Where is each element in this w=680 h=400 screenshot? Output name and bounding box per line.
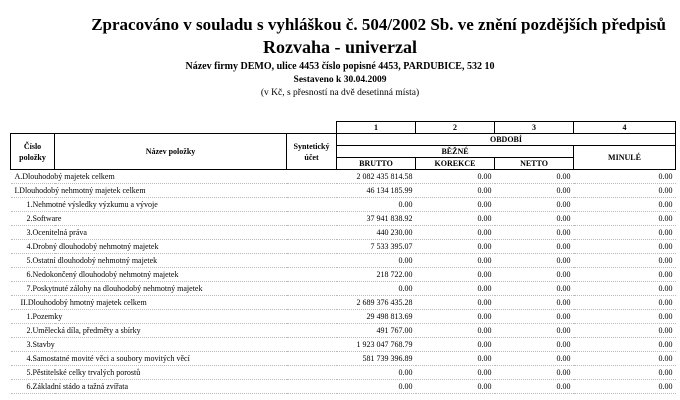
synthetic-account-cell bbox=[287, 296, 337, 310]
item-name-cell: 6.Základní stádo a tažná zvířata bbox=[11, 380, 287, 394]
synthetic-account-cell bbox=[287, 366, 337, 380]
previous-cell: 0.00 bbox=[574, 296, 676, 310]
net-cell: 0.00 bbox=[495, 170, 574, 184]
net-cell: 0.00 bbox=[495, 198, 574, 212]
previous-cell: 0.00 bbox=[574, 198, 676, 212]
correction-cell: 0.00 bbox=[416, 366, 495, 380]
gross-cell: 0.00 bbox=[337, 380, 416, 394]
previous-cell: 0.00 bbox=[574, 352, 676, 366]
table-row bbox=[11, 184, 676, 198]
synthetic-account-cell bbox=[287, 324, 337, 338]
net-cell: 0.00 bbox=[495, 240, 574, 254]
synthetic-account-cell bbox=[287, 226, 337, 240]
correction-cell: 0.00 bbox=[416, 184, 495, 198]
gross-cell: 29 498 813.69 bbox=[337, 310, 416, 324]
net-cell: 0.00 bbox=[495, 380, 574, 394]
synthetic-account-cell bbox=[287, 380, 337, 394]
net-cell: 0.00 bbox=[495, 296, 574, 310]
table-row bbox=[11, 212, 676, 226]
table-row bbox=[11, 268, 676, 282]
synthetic-account-cell bbox=[287, 212, 337, 226]
gross-cell: 1 923 047 768.79 bbox=[337, 338, 416, 352]
net-cell: 0.00 bbox=[495, 352, 574, 366]
correction-cell: 0.00 bbox=[416, 324, 495, 338]
correction-cell: 0.00 bbox=[416, 338, 495, 352]
previous-cell: 0.00 bbox=[574, 254, 676, 268]
col-number-3: 3 bbox=[495, 122, 574, 134]
table-row bbox=[11, 310, 676, 324]
header-previous: MINULÉ bbox=[574, 146, 676, 170]
gross-cell: 218 722.00 bbox=[337, 268, 416, 282]
gross-cell: 581 739 396.89 bbox=[337, 352, 416, 366]
header-net: NETTO bbox=[495, 158, 574, 170]
table-row bbox=[11, 170, 676, 184]
previous-cell: 0.00 bbox=[574, 240, 676, 254]
synthetic-account-cell bbox=[287, 338, 337, 352]
header-current: BĚŽNÉ bbox=[337, 146, 574, 158]
net-cell: 0.00 bbox=[495, 184, 574, 198]
gross-cell: 2 689 376 435.28 bbox=[337, 296, 416, 310]
synthetic-account-cell bbox=[287, 254, 337, 268]
item-name-cell: A.Dlouhodobý majetek celkem bbox=[11, 170, 287, 184]
col-number-1: 1 bbox=[337, 122, 416, 134]
correction-cell: 0.00 bbox=[416, 380, 495, 394]
gross-cell: 0.00 bbox=[337, 282, 416, 296]
previous-cell: 0.00 bbox=[574, 310, 676, 324]
synthetic-account-cell bbox=[287, 352, 337, 366]
item-name-cell: 3.Ocenitelná práva bbox=[11, 226, 287, 240]
col-number-2: 2 bbox=[416, 122, 495, 134]
synthetic-account-cell bbox=[287, 310, 337, 324]
header-correction: KOREKCE bbox=[416, 158, 495, 170]
item-name-cell: 1.Pozemky bbox=[11, 310, 287, 324]
col-number-4: 4 bbox=[574, 122, 676, 134]
item-name-cell: 7.Poskytnuté zálohy na dlouhodobý nehmotný majetek bbox=[11, 282, 287, 296]
previous-cell: 0.00 bbox=[574, 212, 676, 226]
previous-cell: 0.00 bbox=[574, 324, 676, 338]
gross-cell: 0.00 bbox=[337, 198, 416, 212]
document-title: Zpracováno v souladu s vyhláškou č. 504/2002 Sb. ve znění pozdějších předpisů bbox=[91, 15, 666, 34]
report-name: Rozvaha - univerzal bbox=[263, 37, 417, 57]
header-item-number: Číslo položky bbox=[11, 134, 55, 170]
previous-cell: 0.00 bbox=[574, 226, 676, 240]
item-name-cell: 4.Drobný dlouhodobý nehmotný majetek bbox=[11, 240, 287, 254]
table-row bbox=[11, 324, 676, 338]
table-row bbox=[11, 282, 676, 296]
net-cell: 0.00 bbox=[495, 254, 574, 268]
table-row bbox=[11, 198, 676, 212]
item-name-cell: 5.Ostatní dlouhodobý nehmotný majetek bbox=[11, 254, 287, 268]
correction-cell: 0.00 bbox=[416, 226, 495, 240]
net-cell: 0.00 bbox=[495, 366, 574, 380]
net-cell: 0.00 bbox=[495, 282, 574, 296]
table-row bbox=[11, 254, 676, 268]
header-period: OBDOBÍ bbox=[337, 134, 676, 146]
previous-cell: 0.00 bbox=[574, 184, 676, 198]
table-body bbox=[11, 170, 676, 394]
net-cell: 0.00 bbox=[495, 310, 574, 324]
table-row bbox=[11, 226, 676, 240]
previous-cell: 0.00 bbox=[574, 380, 676, 394]
correction-cell: 0.00 bbox=[416, 296, 495, 310]
item-name-cell: 2.Umělecká díla, předměty a sbírky bbox=[11, 324, 287, 338]
header-item-name: Název položky bbox=[55, 134, 287, 170]
net-cell: 0.00 bbox=[495, 268, 574, 282]
synthetic-account-cell bbox=[287, 170, 337, 184]
table-row bbox=[11, 296, 676, 310]
header-gross: BRUTTO bbox=[337, 158, 416, 170]
correction-cell: 0.00 bbox=[416, 282, 495, 296]
item-name-cell: 2.Software bbox=[11, 212, 287, 226]
table-row bbox=[11, 380, 676, 394]
correction-cell: 0.00 bbox=[416, 240, 495, 254]
balance-sheet-table bbox=[10, 121, 676, 394]
compiled-date: Sestaveno k 30.04.2009 bbox=[293, 75, 387, 85]
gross-cell: 491 767.00 bbox=[337, 324, 416, 338]
synthetic-account-cell bbox=[287, 184, 337, 198]
correction-cell: 0.00 bbox=[416, 352, 495, 366]
net-cell: 0.00 bbox=[495, 212, 574, 226]
correction-cell: 0.00 bbox=[416, 310, 495, 324]
correction-cell: 0.00 bbox=[416, 268, 495, 282]
previous-cell: 0.00 bbox=[574, 366, 676, 380]
net-cell: 0.00 bbox=[495, 338, 574, 352]
company-info: Název firmy DEMO, ulice 4453 číslo popisné 4453, PARDUBICE, 532 10 bbox=[185, 61, 495, 72]
item-name-cell: I.Dlouhodobý nehmotný majetek celkem bbox=[11, 184, 287, 198]
precision-note: (v Kč, s přesností na dvě desetinná místa) bbox=[260, 88, 420, 98]
synthetic-account-cell bbox=[287, 240, 337, 254]
correction-cell: 0.00 bbox=[416, 198, 495, 212]
correction-cell: 0.00 bbox=[416, 212, 495, 226]
correction-cell: 0.00 bbox=[416, 170, 495, 184]
item-name-cell: II.Dlouhodobý hmotný majetek celkem bbox=[11, 296, 287, 310]
gross-cell: 0.00 bbox=[337, 254, 416, 268]
table-row bbox=[11, 338, 676, 352]
header-synthetic-account: Syntetický účet bbox=[287, 134, 337, 170]
table-row bbox=[11, 366, 676, 380]
item-name-cell: 4.Samostatné movité věci a soubory movitých věcí bbox=[11, 352, 287, 366]
synthetic-account-cell bbox=[287, 282, 337, 296]
synthetic-account-cell bbox=[287, 198, 337, 212]
gross-cell: 46 134 185.99 bbox=[337, 184, 416, 198]
previous-cell: 0.00 bbox=[574, 170, 676, 184]
gross-cell: 0.00 bbox=[337, 366, 416, 380]
net-cell: 0.00 bbox=[495, 324, 574, 338]
gross-cell: 440 230.00 bbox=[337, 226, 416, 240]
previous-cell: 0.00 bbox=[574, 282, 676, 296]
net-cell: 0.00 bbox=[495, 226, 574, 240]
item-name-cell: 3.Stavby bbox=[11, 338, 287, 352]
table-row bbox=[11, 240, 676, 254]
item-name-cell: 1.Nehmotné výsledky výzkumu a vývoje bbox=[11, 198, 287, 212]
gross-cell: 2 082 435 814.58 bbox=[337, 170, 416, 184]
synthetic-account-cell bbox=[287, 268, 337, 282]
gross-cell: 7 533 395.07 bbox=[337, 240, 416, 254]
item-name-cell: 6.Nedokončený dlouhodobý nehmotný majetek bbox=[11, 268, 287, 282]
gross-cell: 37 941 838.92 bbox=[337, 212, 416, 226]
previous-cell: 0.00 bbox=[574, 268, 676, 282]
previous-cell: 0.00 bbox=[574, 338, 676, 352]
correction-cell: 0.00 bbox=[416, 254, 495, 268]
item-name-cell: 5.Pěstitelské celky trvalých porostů bbox=[11, 366, 287, 380]
table-row bbox=[11, 352, 676, 366]
